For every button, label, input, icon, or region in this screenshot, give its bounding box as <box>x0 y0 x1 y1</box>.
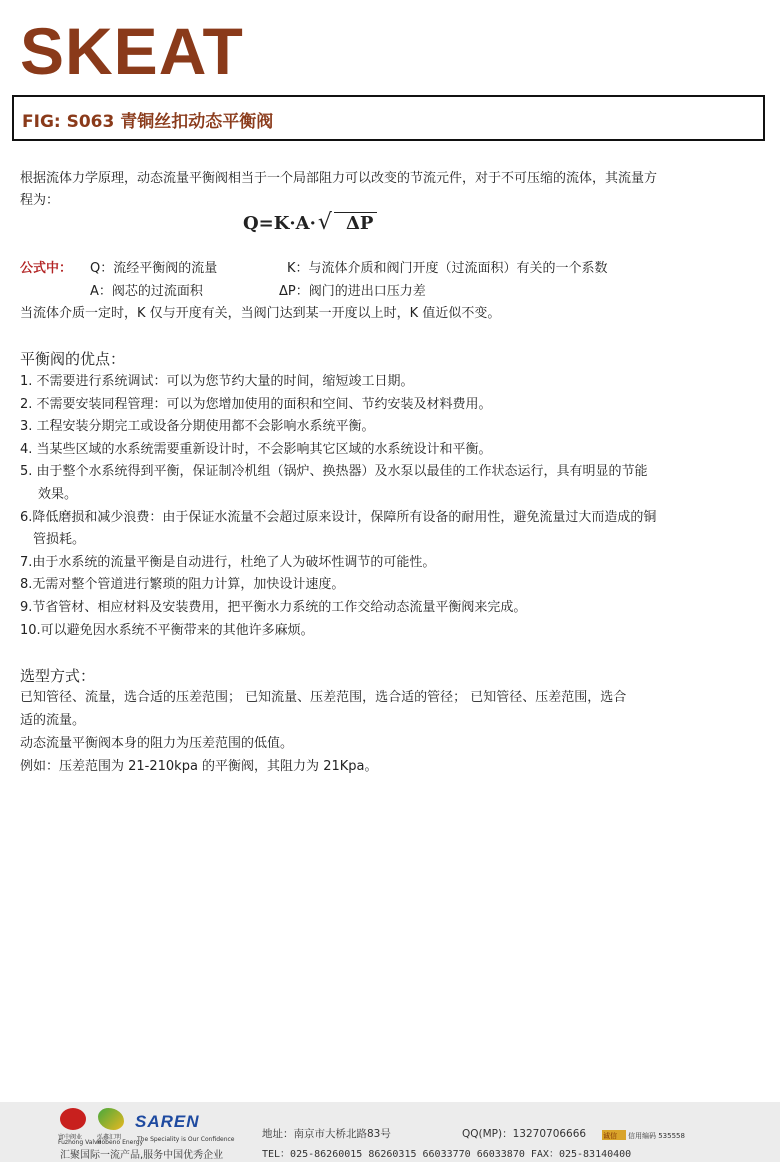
logo2-caption: 弘鑫汇明 <box>97 1134 122 1141</box>
page-title: FIG: S063 青铜丝扣动态平衡阀 <box>22 112 274 132</box>
legend-dp: ΔP：阀门的进出口压力差 <box>279 284 426 299</box>
legend-row-1 <box>20 258 72 280</box>
list-item: 管损耗。 <box>33 532 86 547</box>
selection-line-4: 例如：压差范围为 21-210kpa 的平衡阀，其阻力为 21Kpa。 <box>20 759 378 774</box>
list-item: 9.节省管材、相应材料及安装费用，把平衡水力系统的工作交给动态流量平衡阀来完成。 <box>20 600 527 615</box>
logo1-caption: 富中阀业 <box>58 1134 83 1141</box>
saren-logo: SAREN <box>135 1112 200 1131</box>
list-item: 4. 当某些区域的水系统需要重新设计时，不会影响其它区域的水系统设计和平衡。 <box>20 442 492 457</box>
footer-qq: QQ(MP)：13270706666 <box>462 1128 587 1140</box>
footer-slogan: 汇聚国际一流产品,服务中国优秀企业 <box>60 1150 224 1161</box>
saren-tagline: The Speciality is Our Confidence <box>137 1136 235 1143</box>
list-item: 10.可以避免因水系统不平衡带来的其他许多麻烦。 <box>20 623 314 638</box>
legend-label: 公式中： <box>20 261 73 276</box>
list-item: 3. 工程安装分期完工或设备分期使用都不会影响水系统平衡。 <box>20 419 375 434</box>
list-item: 7.由于水系统的流量平衡是自动进行，杜绝了人为破坏性调节的可能性。 <box>20 555 436 570</box>
title-box <box>12 95 765 141</box>
formula-lhs: Q=K·A· <box>243 213 316 234</box>
selection-line-3: 动态流量平衡阀本身的阻力为压差范围的低值。 <box>20 736 294 751</box>
intro-line-2: 程为： <box>20 193 60 208</box>
list-item: 2. 不需要安装同程管理：可以为您增加使用的面积和空间、节约安装及材料费用。 <box>20 397 492 412</box>
legend-q: Q：流经平衡阀的流量 <box>90 261 218 276</box>
flow-formula <box>243 210 377 235</box>
list-item: 效果。 <box>38 487 78 502</box>
logo2-sub: Hobeno Energy <box>97 1139 144 1146</box>
legend-note: 当流体介质一定时，K 仅与开度有关，当阀门达到某一开度以上时，K 值近似不变。 <box>20 306 501 321</box>
selection-line-2: 适的流量。 <box>20 713 86 728</box>
legend-k: K：与流体介质和阀门开度（过流面积）有关的一个系数 <box>287 261 608 276</box>
list-item: 8.无需对整个管道进行繁琐的阻力计算，加快设计速度。 <box>20 577 345 592</box>
advantages-heading: 平衡阀的优点： <box>20 350 126 368</box>
list-item: 1. 不需要进行系统调试：可以为您节约大量的时间，缩短竣工日期。 <box>20 374 414 389</box>
list-item: 6.降低磨损和减少浪费：由于保证水流量不会超过原来设计，保障所有设备的耐用性，避免流量过大而造成的铜 <box>20 510 657 525</box>
formula-rhs: ΔP <box>334 212 378 234</box>
fuzhong-logo-icon <box>60 1108 86 1130</box>
list-item: 5. 由于整个水系统得到平衡，保证制冷机组（锅炉、换热器）及水泵以最佳的工作状态运行，具有明显的节能 <box>20 464 648 479</box>
footer-phones: TEL：025-86260015 86260315 66033770 66033870 FAX：025-83140400 <box>262 1149 632 1160</box>
sqrt-icon: √ <box>317 210 332 235</box>
footer-address: 地址：南京市大桥北路83号 <box>262 1128 391 1140</box>
selection-heading: 选型方式： <box>20 667 96 685</box>
credit-badge-text: 诚信 <box>603 1132 617 1140</box>
credit-code: 信用编码 535558 <box>628 1132 685 1140</box>
legend-a: A：阀芯的过流面积 <box>90 284 203 299</box>
logo1-sub: Fuzhong Valve <box>58 1139 102 1146</box>
selection-line-1: 已知管径、流量，选合适的压差范围； 已知流量、压差范围，选合适的管径； 已知管径、压差范围，选合 <box>20 690 627 705</box>
brand-logo: SKEAT <box>20 14 244 88</box>
intro-line-1: 根据流体力学原理，动态流量平衡阀相当于一个局部阻力可以改变的节流元件，对于不可压缩的流体，其流量方 <box>20 171 658 186</box>
